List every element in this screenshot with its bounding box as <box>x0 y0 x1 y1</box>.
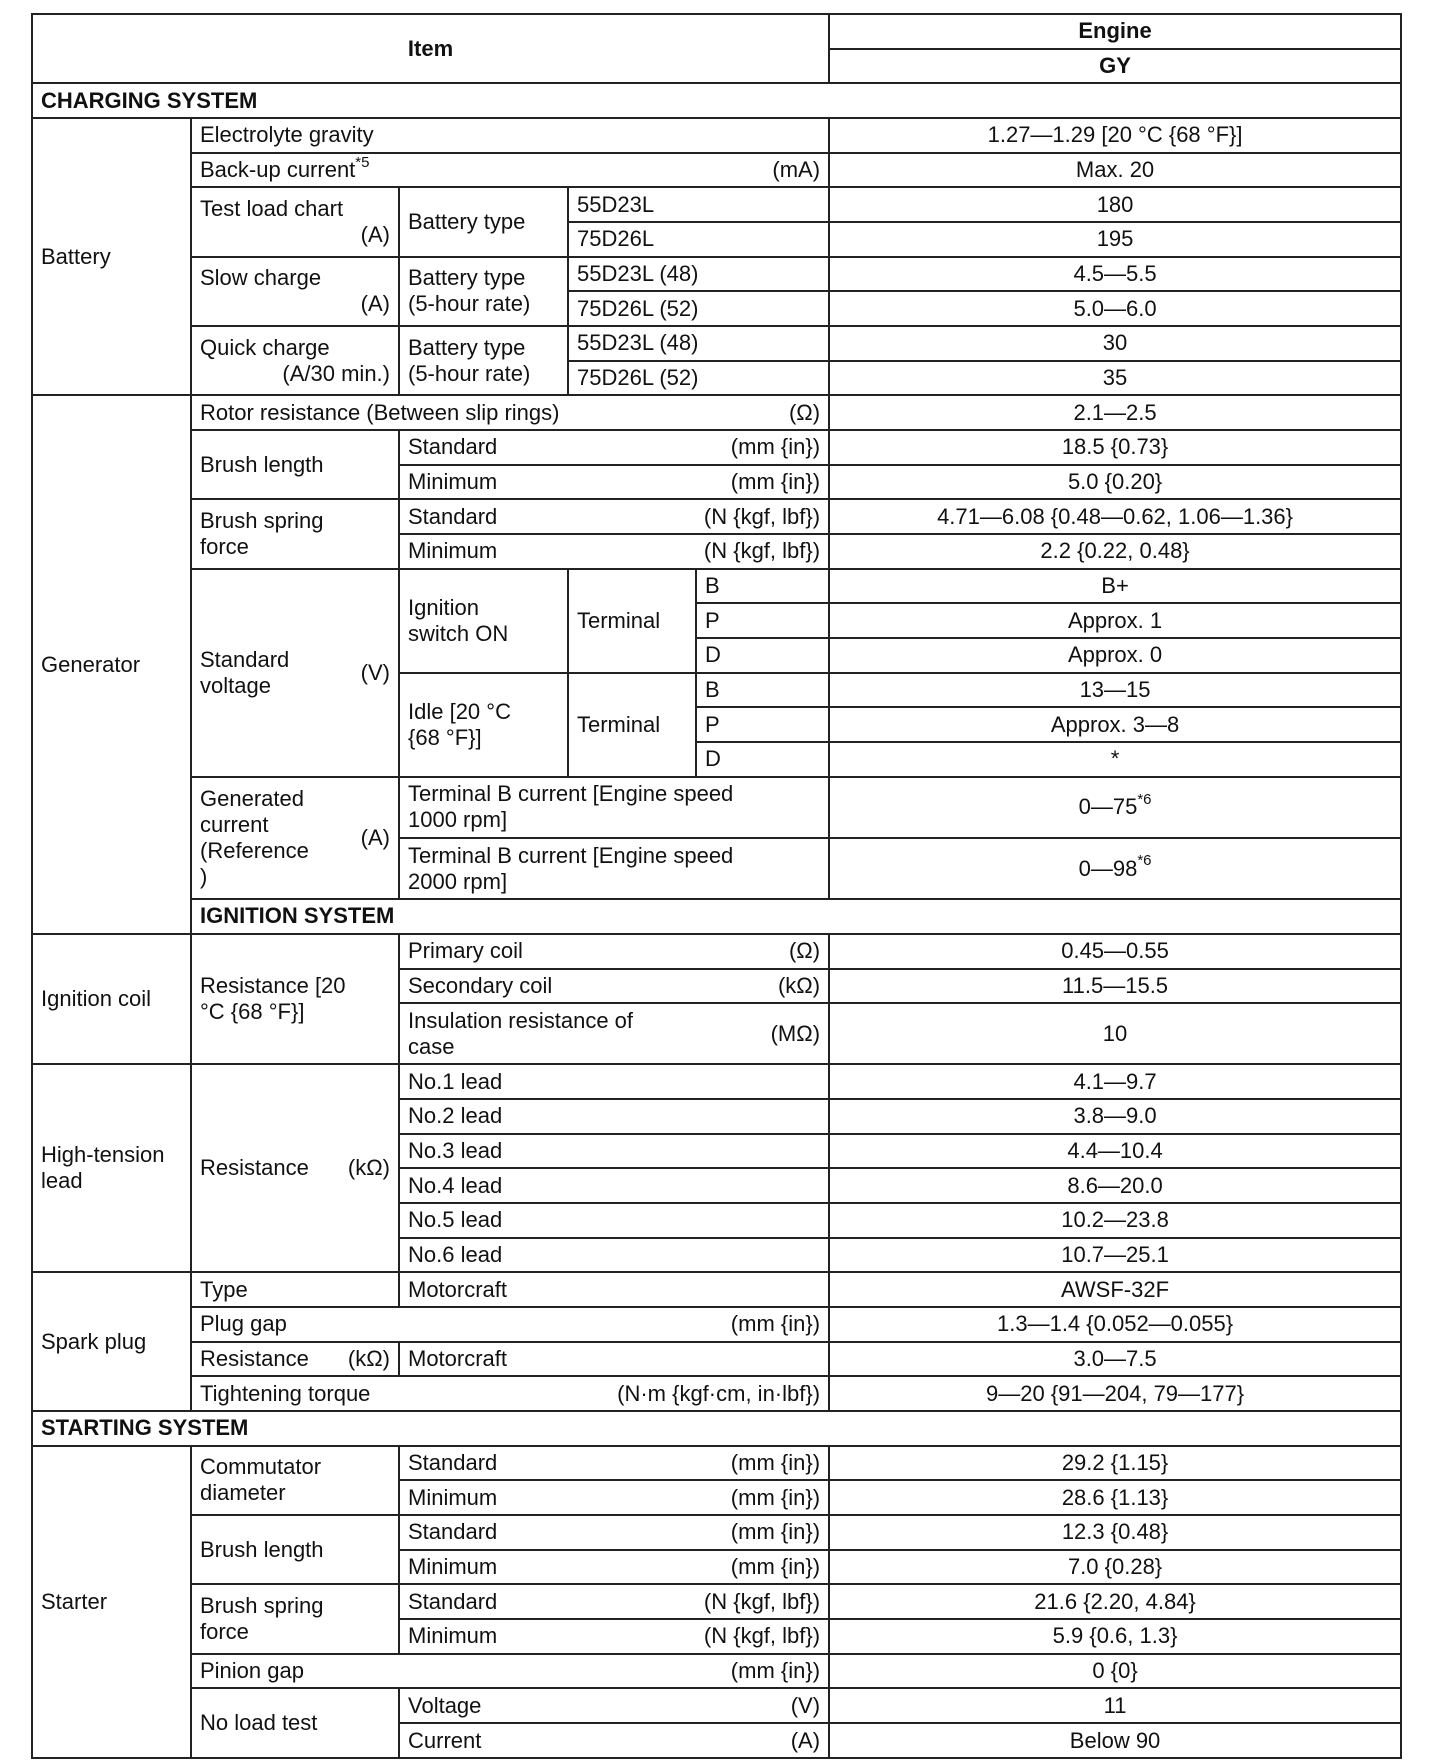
commutator-minimum-cell <box>399 1480 829 1515</box>
coil-resistance-label-cell <box>191 934 399 1065</box>
coil-resistance-label-2: °C {68 °F}] <box>200 999 305 1025</box>
starter-brush-length-minimum-cell <box>399 1550 829 1585</box>
gen-brush-spring-standard: Standard <box>408 503 498 529</box>
plug-resistance-label: Resistance <box>200 1346 309 1372</box>
lead-resistance-unit: (kΩ) <box>347 1155 390 1181</box>
plug-type-brand: Motorcraft <box>399 1272 829 1307</box>
commutator-standard-value: 29.2 {1.15} <box>829 1446 1401 1481</box>
ignition-on-label-2: switch ON <box>408 620 509 646</box>
gen-brush-length-minimum-unit: (mm {in}) <box>730 469 821 495</box>
slow-charge-label-cell <box>191 257 399 326</box>
secondary-coil-value: 11.5—15.5 <box>829 969 1401 1004</box>
specification-table <box>31 13 1402 1759</box>
spark-plug-group-label: Spark plug <box>32 1272 191 1411</box>
backup-current-value: Max. 20 <box>829 153 1401 188</box>
quick-charge-type-1: 55D23L (48) <box>568 326 829 361</box>
standard-voltage-label-cell <box>191 569 399 777</box>
rotor-resistance-value: 2.1—2.5 <box>829 395 1401 430</box>
generated-2000rpm-value-cell <box>829 838 1401 899</box>
rotor-resistance-unit: (Ω) <box>788 399 821 425</box>
slow-charge-type-1: 55D23L (48) <box>568 257 829 292</box>
starter-brush-length-minimum-unit: (mm {in}) <box>730 1554 821 1580</box>
lead-4-value: 8.6—20.0 <box>829 1168 1401 1203</box>
ign-on-terminal-p: P <box>696 603 829 638</box>
backup-current-cell <box>191 153 829 188</box>
idle-terminal-b: B <box>696 673 829 708</box>
generated-current-label-4: ) <box>200 863 208 889</box>
starter-brush-spring-standard: Standard <box>408 1588 498 1614</box>
ignition-on-terminal: Terminal <box>568 569 696 673</box>
quick-charge-type-2: 75D26L (52) <box>568 361 829 396</box>
backup-current-unit: (mA) <box>772 157 821 183</box>
generated-current-label-3: (Reference <box>200 837 309 863</box>
starter-brush-spring-label-cell <box>191 1584 399 1653</box>
idle-terminal: Terminal <box>568 673 696 777</box>
pinion-gap-value: 0 {0} <box>829 1654 1401 1689</box>
starter-brush-length-standard-cell <box>399 1515 829 1550</box>
slow-charge-value-2: 5.0—6.0 <box>829 291 1401 326</box>
pinion-gap-unit: (mm {in}) <box>730 1658 821 1684</box>
generated-2000rpm-line2: 2000 rpm] <box>408 868 508 894</box>
slow-charge-battery-type-cell <box>399 257 568 326</box>
gen-brush-length-standard-value: 18.5 {0.73} <box>829 430 1401 465</box>
gen-brush-spring-minimum-cell <box>399 534 829 569</box>
quick-charge-label-cell <box>191 326 399 395</box>
ign-on-terminal-b: B <box>696 569 829 604</box>
idle-terminal-b-value: 13—15 <box>829 673 1401 708</box>
electrolyte-gravity-label: Electrolyte gravity <box>191 118 829 153</box>
coil-resistance-label-1: Resistance [20 <box>200 973 346 999</box>
footnote-6: *6 <box>1137 791 1152 809</box>
slow-charge-rate-label: (5-hour rate) <box>408 291 531 317</box>
plug-torque-unit: (N·m {kgf·cm, in·lbf}) <box>617 1380 821 1406</box>
plug-gap-value: 1.3—1.4 {0.052—0.055} <box>829 1307 1401 1342</box>
lead-1-label: No.1 lead <box>399 1064 829 1099</box>
plug-torque-label: Tightening torque <box>200 1380 371 1406</box>
plug-gap-cell <box>191 1307 829 1342</box>
secondary-coil-cell <box>399 969 829 1004</box>
gen-brush-spring-minimum-unit: (N {kgf, lbf}) <box>703 538 821 564</box>
generated-1000rpm-cell <box>399 777 829 838</box>
section-charging-system: CHARGING SYSTEM <box>32 83 1401 118</box>
rotor-resistance-cell <box>191 395 829 430</box>
commutator-standard-cell <box>399 1446 829 1481</box>
insulation-label-1: Insulation resistance of <box>408 1007 634 1033</box>
gen-brush-spring-label-cell <box>191 499 399 568</box>
slow-charge-value-1: 4.5—5.5 <box>829 257 1401 292</box>
rotor-resistance-label: Rotor resistance (Between slip rings) <box>200 399 560 425</box>
commutator-label-cell <box>191 1446 399 1515</box>
starter-brush-spring-standard-unit: (N {kgf, lbf}) <box>703 1588 821 1614</box>
generated-2000rpm-cell <box>399 838 829 899</box>
test-load-value-2: 195 <box>829 222 1401 257</box>
gen-brush-spring-minimum: Minimum <box>408 538 498 564</box>
idle-label-cell <box>399 673 568 777</box>
no-load-test-label: No load test <box>191 1688 399 1758</box>
gen-brush-spring-label-2: force <box>200 534 249 560</box>
starter-brush-spring-standard-cell <box>399 1584 829 1619</box>
commutator-minimum-unit: (mm {in}) <box>730 1484 821 1510</box>
generated-1000rpm-value-cell <box>829 777 1401 838</box>
lead-3-value: 4.4—10.4 <box>829 1134 1401 1169</box>
test-load-label: Test load chart <box>200 196 344 222</box>
quick-charge-rate-label: (5-hour rate) <box>408 360 531 386</box>
battery-group-label: Battery <box>32 118 191 395</box>
lead-2-label: No.2 lead <box>399 1099 829 1134</box>
quick-charge-value-1: 30 <box>829 326 1401 361</box>
generated-current-unit: (A) <box>360 824 390 850</box>
plug-resistance-cell <box>191 1342 399 1377</box>
idle-label-1: Idle [20 °C <box>408 698 511 724</box>
starter-brush-length-label: Brush length <box>191 1515 399 1584</box>
starter-brush-spring-minimum-value: 5.9 {0.6, 1.3} <box>829 1619 1401 1654</box>
slow-charge-unit: (A) <box>360 291 390 317</box>
slow-charge-type-label: Battery type <box>408 265 526 291</box>
pinion-gap-label: Pinion gap <box>200 1658 304 1684</box>
gen-brush-length-standard-cell <box>399 430 829 465</box>
gen-brush-length-minimum: Minimum <box>408 469 498 495</box>
lead-resistance-label: Resistance <box>200 1155 309 1181</box>
standard-voltage-label-1: Standard <box>200 646 290 672</box>
high-tension-label-1: High-tension <box>41 1142 165 1168</box>
plug-gap-unit: (mm {in}) <box>730 1311 821 1337</box>
generated-current-label-cell <box>191 777 399 899</box>
ignition-coil-group-label: Ignition coil <box>32 934 191 1065</box>
test-load-value-1: 180 <box>829 187 1401 222</box>
ignition-on-label-cell <box>399 569 568 673</box>
commutator-standard: Standard <box>408 1450 498 1476</box>
secondary-coil-label: Secondary coil <box>408 972 553 998</box>
ignition-on-label-1: Ignition <box>408 594 479 620</box>
starter-group-label: Starter <box>32 1446 191 1758</box>
idle-label-2: {68 °F}] <box>408 724 482 750</box>
lead-resistance-label-cell <box>191 1064 399 1272</box>
slow-charge-type-2: 75D26L (52) <box>568 291 829 326</box>
starter-brush-spring-standard-value: 21.6 {2.20, 4.84} <box>829 1584 1401 1619</box>
quick-charge-battery-type-cell <box>399 326 568 395</box>
generated-current-label-1: Generated <box>200 785 304 811</box>
generated-2000rpm-line1: Terminal B current [Engine speed <box>408 842 734 868</box>
insulation-label-2: case <box>408 1033 455 1059</box>
generator-group-label: Generator <box>32 395 191 933</box>
footnote-5: *5 <box>355 153 370 171</box>
section-ignition-system: IGNITION SYSTEM <box>191 899 1401 934</box>
plug-type-value: AWSF-32F <box>829 1272 1401 1307</box>
commutator-label-1: Commutator <box>200 1454 322 1480</box>
quick-charge-unit: (A/30 min.) <box>282 360 390 386</box>
pinion-gap-cell <box>191 1654 829 1689</box>
quick-charge-label: Quick charge <box>200 334 330 360</box>
header-engine-code: GY <box>829 49 1401 84</box>
electrolyte-gravity-value: 1.27—1.29 [20 °C {68 °F}] <box>829 118 1401 153</box>
high-tension-group-cell <box>32 1064 191 1272</box>
commutator-label-2: diameter <box>200 1480 286 1506</box>
starter-brush-spring-minimum-unit: (N {kgf, lbf}) <box>703 1623 821 1649</box>
primary-coil-label: Primary coil <box>408 938 523 964</box>
lead-5-label: No.5 lead <box>399 1203 829 1238</box>
no-load-current-unit: (A) <box>790 1727 821 1753</box>
no-load-voltage: Voltage <box>408 1692 482 1718</box>
lead-6-label: No.6 lead <box>399 1238 829 1273</box>
no-load-current-value: Below 90 <box>829 1723 1401 1758</box>
gen-brush-length-label: Brush length <box>191 430 399 499</box>
generated-1000rpm-value: 0—75 <box>1078 794 1138 820</box>
secondary-coil-unit: (kΩ) <box>777 972 821 998</box>
insulation-value: 10 <box>829 1003 1401 1064</box>
starter-brush-spring-minimum: Minimum <box>408 1623 498 1649</box>
gen-brush-length-standard: Standard <box>408 434 498 460</box>
test-load-label-cell <box>191 187 399 256</box>
ign-on-terminal-d-value: Approx. 0 <box>829 638 1401 673</box>
generated-current-label-2: current <box>200 811 269 837</box>
idle-terminal-p: P <box>696 707 829 742</box>
no-load-voltage-unit: (V) <box>790 1692 821 1718</box>
idle-terminal-d-value: * <box>829 742 1401 777</box>
starter-brush-spring-label-1: Brush spring <box>200 1593 324 1619</box>
slow-charge-label: Slow charge <box>200 265 322 291</box>
test-load-unit: (A) <box>360 222 390 248</box>
ign-on-terminal-d: D <box>696 638 829 673</box>
header-engine: Engine <box>829 14 1401 49</box>
standard-voltage-label-2: voltage <box>200 672 271 698</box>
ign-on-terminal-p-value: Approx. 1 <box>829 603 1401 638</box>
gen-brush-length-standard-unit: (mm {in}) <box>730 434 821 460</box>
lead-5-value: 10.2—23.8 <box>829 1203 1401 1238</box>
starter-brush-length-minimum-value: 7.0 {0.28} <box>829 1550 1401 1585</box>
test-load-battery-type: Battery type <box>399 187 568 256</box>
commutator-standard-unit: (mm {in}) <box>730 1450 821 1476</box>
standard-voltage-unit: (V) <box>360 659 390 685</box>
plug-gap-label: Plug gap <box>200 1311 287 1337</box>
starter-brush-length-standard-value: 12.3 {0.48} <box>829 1515 1401 1550</box>
footnote-6: *6 <box>1137 852 1152 870</box>
gen-brush-spring-label-1: Brush spring <box>200 508 324 534</box>
no-load-current-cell <box>399 1723 829 1758</box>
ign-on-terminal-b-value: B+ <box>829 569 1401 604</box>
starter-brush-spring-minimum-cell <box>399 1619 829 1654</box>
primary-coil-unit: (Ω) <box>788 938 821 964</box>
generated-1000rpm-line2: 1000 rpm] <box>408 807 508 833</box>
primary-coil-value: 0.45—0.55 <box>829 934 1401 969</box>
section-starting-system: STARTING SYSTEM <box>32 1411 1401 1446</box>
generated-1000rpm-line1: Terminal B current [Engine speed <box>408 781 734 807</box>
test-load-type-2: 75D26L <box>568 222 829 257</box>
starter-brush-length-minimum: Minimum <box>408 1554 498 1580</box>
starter-brush-length-standard-unit: (mm {in}) <box>730 1519 821 1545</box>
starter-brush-length-standard: Standard <box>408 1519 498 1545</box>
plug-resistance-value: 3.0—7.5 <box>829 1342 1401 1377</box>
starter-brush-spring-label-2: force <box>200 1619 249 1645</box>
test-load-type-1: 55D23L <box>568 187 829 222</box>
plug-resistance-unit: (kΩ) <box>347 1346 390 1372</box>
lead-2-value: 3.8—9.0 <box>829 1099 1401 1134</box>
lead-6-value: 10.7—25.1 <box>829 1238 1401 1273</box>
plug-type-label: Type <box>191 1272 399 1307</box>
gen-brush-length-minimum-cell <box>399 465 829 500</box>
lead-1-value: 4.1—9.7 <box>829 1064 1401 1099</box>
lead-3-label: No.3 lead <box>399 1134 829 1169</box>
header-item: Item <box>32 14 829 83</box>
gen-brush-length-minimum-value: 5.0 {0.20} <box>829 465 1401 500</box>
no-load-voltage-cell <box>399 1688 829 1723</box>
gen-brush-spring-minimum-value: 2.2 {0.22, 0.48} <box>829 534 1401 569</box>
plug-torque-cell <box>191 1376 829 1411</box>
commutator-minimum-value: 28.6 {1.13} <box>829 1480 1401 1515</box>
idle-terminal-p-value: Approx. 3—8 <box>829 707 1401 742</box>
lead-4-label: No.4 lead <box>399 1168 829 1203</box>
gen-brush-spring-standard-value: 4.71—6.08 {0.48—0.62, 1.06—1.36} <box>829 499 1401 534</box>
no-load-voltage-value: 11 <box>829 1688 1401 1723</box>
plug-resistance-brand: Motorcraft <box>399 1342 829 1377</box>
commutator-minimum: Minimum <box>408 1484 498 1510</box>
insulation-cell <box>399 1003 829 1064</box>
plug-torque-value: 9—20 {91—204, 79—177} <box>829 1376 1401 1411</box>
high-tension-label-2: lead <box>41 1168 83 1194</box>
gen-brush-spring-standard-cell <box>399 499 829 534</box>
idle-terminal-d: D <box>696 742 829 777</box>
insulation-unit: (MΩ) <box>770 1020 821 1046</box>
no-load-current: Current <box>408 1727 482 1753</box>
generated-2000rpm-value: 0—98 <box>1078 855 1138 881</box>
quick-charge-type-label: Battery type <box>408 334 526 360</box>
quick-charge-value-2: 35 <box>829 361 1401 396</box>
backup-current-label: Back-up current <box>200 157 356 183</box>
primary-coil-cell <box>399 934 829 969</box>
gen-brush-spring-standard-unit: (N {kgf, lbf}) <box>703 503 821 529</box>
